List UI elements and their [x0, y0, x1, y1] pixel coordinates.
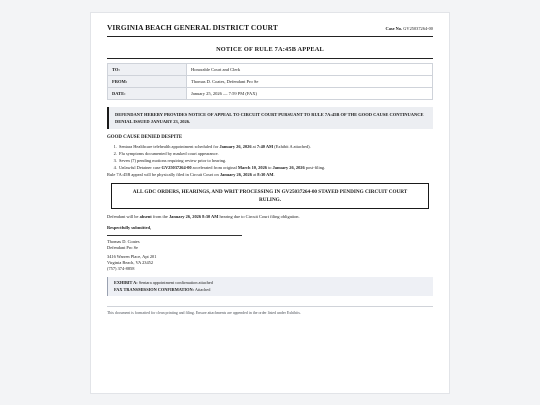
list-item: 4. Unlawful Detainer case GV25037264-00 accelerated from original March 10, 2026 to January 26, 2026 post-filing. — [118, 164, 433, 171]
address-line-1: 3416 Warren Place, Apt 201 — [107, 254, 157, 260]
signature-line — [107, 235, 242, 236]
signature-block — [107, 239, 433, 272]
table-row — [108, 88, 433, 100]
document-header — [107, 23, 433, 37]
address-line-2: Virginia Beach, VA 23452 — [107, 260, 154, 266]
list-item: 2. Flu symptoms documented by masked court appearance. — [118, 150, 433, 157]
filing-statement: Rule 7A:45B appeal will be physically filed in Circuit Court on January 26, 2026 at 8:30 AM. — [107, 172, 275, 178]
document-page — [90, 12, 450, 394]
closing: Respectfully submitted, — [107, 225, 152, 231]
court-name: VIRGINIA BEACH GENERAL DISTRICT COURT — [107, 23, 278, 32]
table-row — [108, 64, 433, 76]
table-row — [108, 76, 433, 88]
list-item: 1. Sentara Healthcare telehealth appointment scheduled for January 26, 2026 at 7:40 AM (Exhibit A attached). — [118, 143, 433, 150]
signer-name: Thomas D. Coates — [107, 239, 140, 245]
absence-statement: Defendant will be absent from the January 26, 2026 8:30 AM hearing due to Circuit Court filing obligation. — [107, 214, 300, 220]
case-number: Case No. GV25037264-00 — [385, 26, 433, 31]
date-value: January 25, 2026 — 7:59 PM (FAX) — [187, 88, 433, 100]
list-item: 3. Seven (7) pending motions requiring review prior to hearing. — [118, 157, 433, 164]
signer-role: Defendant Pro Se — [107, 245, 138, 251]
stay-notice: ALL GDC ORDERS, HEARINGS, AND WRIT PROCESSING IN GV25037264-00 STAYED PENDING CIRCUIT COURT RULING. — [111, 183, 429, 209]
phone: (757) 374-8858 — [107, 266, 135, 272]
document-title: NOTICE OF RULE 7A:45B APPEAL — [216, 46, 324, 53]
exhibit-a: EXHIBIT A: Sentara appointment confirmation attached — [114, 280, 213, 286]
to-value: Honorable Court and Clerk — [187, 64, 433, 76]
date-label: DATE: — [108, 88, 187, 100]
title-divider — [107, 58, 433, 59]
exhibits-box — [107, 277, 433, 296]
to-label: TO: — [108, 64, 187, 76]
footer-note: This document is formatted for clean printing and filing. Ensure attachments are appended in the order listed under Exhibits. — [107, 311, 301, 316]
routing-table — [107, 63, 433, 100]
from-value: Thomas D. Coates, Defendant Pro Se — [187, 76, 433, 88]
footer-divider — [107, 306, 433, 307]
section-heading: GOOD CAUSE DENIED DESPITE — [107, 135, 183, 140]
from-label: FROM: — [108, 76, 187, 88]
appeal-notice: DEFENDANT HEREBY PROVIDES NOTICE OF APPEAL TO CIRCUIT COURT PURSUANT TO RULE 7A:45B OF THE GOOD CAUSE CONTINUANCE DENIAL ISSUED JANUARY 23, 2026. — [107, 107, 433, 129]
good-cause-list — [107, 143, 433, 171]
fax-confirmation: FAX TRANSMISSION CONFIRMATION: Attached — [114, 286, 211, 292]
